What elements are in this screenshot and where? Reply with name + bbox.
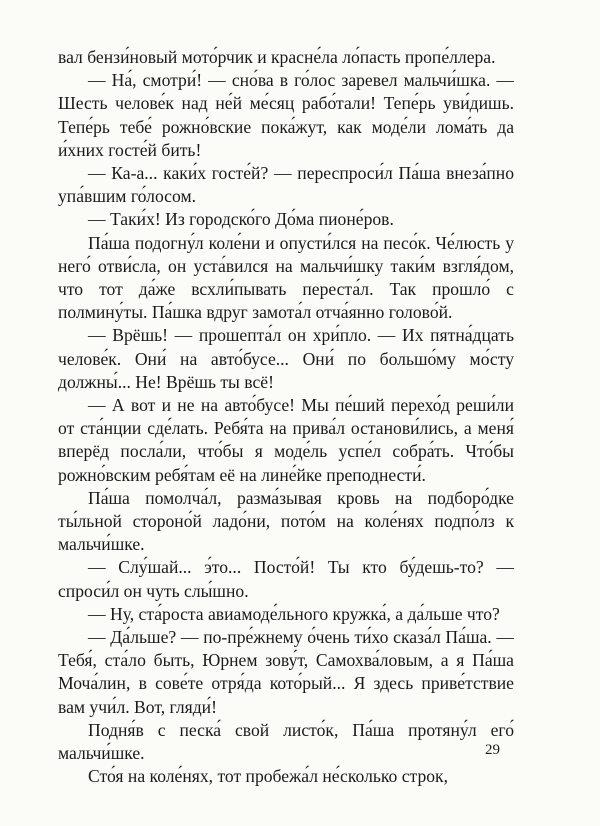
paragraph-11: — Да́льше? — по-пре́жнему о́чень ти́хо сказа́л Па́ша. — Тебя́, ста́ло быть, Юрнем зову́т, Самохва́ловым, а я Па́ша Моча́лин, в сове́те отря́да кото́рый... Я здесь приве́тствие вам учи́л. Вот, гляди́! [58,627,514,717]
body-text [58,46,514,789]
paragraph-12: Подня́в с песка́ свой листо́к, Па́ша протяну́л его́ мальчи́шке. [58,719,514,764]
paragraph-9: — Слу́шай... э́то... Посто́й! Ты кто бу́дешь-то? — спроси́л он чуть слы́шно. [58,557,514,601]
paragraph-10: — Ну, ста́роста авиамоде́льного кружка́, а да́льше что? [88,603,500,624]
paragraph-2: — На́, смотри́! — сно́ва в го́лос заревел мальчи́шка. — Шесть челове́к над не́й ме́сяц рабо́тали! Тепе́рь уви́дишь. Тепе́рь тебе́ рожно́вские пока́жут, как моде́ли лома́ть да и́хних госте́й бить! [58,70,514,160]
paragraph-5: Па́ша подогну́л коле́ни и опусти́лся на песо́к. Че́люсть у него́ отви́сла, он уста́вился на мальчи́шку таки́м взгля́дом, что тот да́же всхли́пывать переста́л. Так прошло́ с полмину́ты. Па́шка вдруг замота́л отча́янно голово́й. [58,232,514,323]
paragraph-13: Сто́я на коле́нях, тот пробежа́л не́сколько строк, [88,766,448,787]
paragraph-6: — Врёшь! — прошепта́л он хри́пло. — Их пятна́дцать челове́к. Они́ на авто́бусе... Они́ по большо́му мо́сту должны́... Не! Врёшь ты всё! [58,325,514,392]
page-number: 29 [485,742,500,758]
paragraph-4: — Таки́х! Из городско́го До́ма пионе́ров. [88,209,394,230]
paragraph-7: — А вот и не на авто́бусе! Мы пе́ший перехо́д реши́ли от ста́нции сде́лать. Ребя́та на прива́л останови́лись, а меня́ вперёд посла́ли, что́бы я моде́ль успе́л собра́ть. Что́бы рожно́вским ребя́там её на лине́йке преподнести́. [58,395,514,485]
paragraph-1: вал бензи́новый мото́рчик и красне́ла ло́пасть пропе́ллера. [58,47,496,67]
paragraph-3: — Ка-а... каки́х госте́й? — переспроси́л Па́ша внеза́пно упа́вшим го́лосом. [58,163,514,207]
paragraph-8: Па́ша помолча́л, разма́зывая кровь на подборо́дке ты́льной стороно́й ладо́ни, пото́м на коле́нях подпо́лз к мальчи́шке. [58,487,514,555]
